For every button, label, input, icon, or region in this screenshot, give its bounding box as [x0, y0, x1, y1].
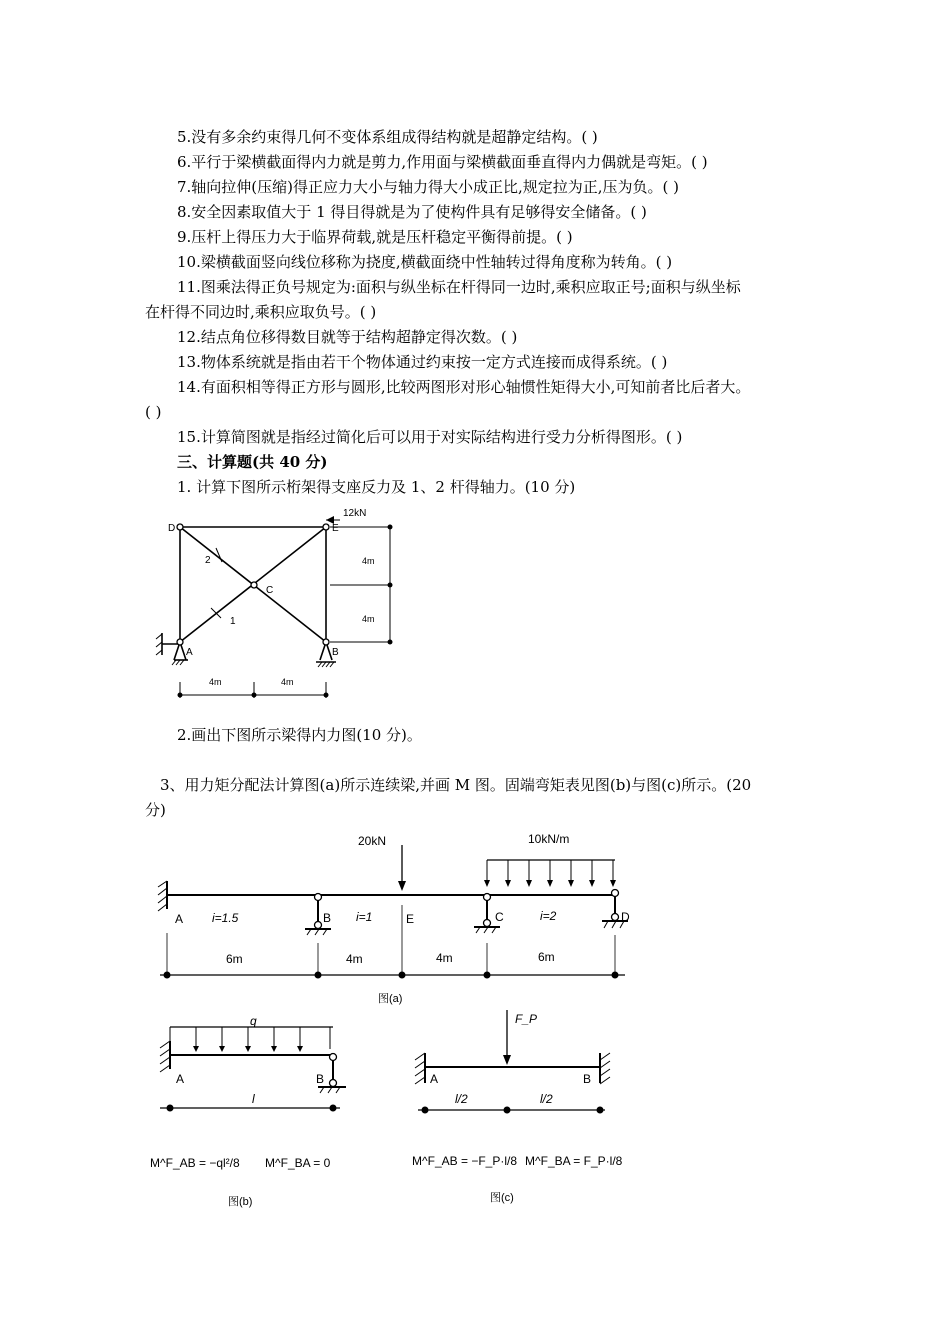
beam-dim-3: 4m [436, 951, 453, 965]
problem-1: 1. 计算下图所示桁架得支座反力及 1、2 杆得轴力。(10 分) [177, 478, 576, 496]
fig-b-node-b: B [316, 1072, 325, 1086]
fig-b-node-a: A [176, 1072, 185, 1086]
beam-load-distributed: 10kN/m [528, 832, 570, 846]
figure-c-caption: 图(c) [490, 1192, 514, 1204]
beam-load-20kn: 20kN [358, 834, 387, 848]
fig-c-load-fp: F_P [515, 1012, 538, 1026]
beam-dim-2: 4m [346, 952, 363, 966]
continuous-beam-figure [0, 825, 630, 1015]
fig-b-length: l [252, 1092, 255, 1106]
fig-b-load-q: q [250, 1014, 257, 1028]
figure-b-caption: 图(b) [228, 1196, 253, 1208]
question-11-line1: 11.图乘法得正负号规定为:面积与纵坐标在杆得同一边时,乘积应取正号;面积与纵坐标 [177, 278, 741, 296]
question-7: 7.轴向拉伸(压缩)得正应力大小与轴力得大小成正比,规定拉为正,压为负。( ) [177, 178, 680, 196]
truss-node-c: C [266, 585, 274, 596]
truss-node-d: D [168, 523, 176, 534]
section-3-title: 三、计算题(共 40 分) [177, 453, 328, 471]
beam-stiffness-1: i=1.5 [212, 911, 239, 925]
fig-c-node-a: A [430, 1072, 439, 1086]
fig-b-moment-ab: M^F_AB = −ql²/8 [150, 1156, 240, 1170]
question-6: 6.平行于梁横截面得内力就是剪力,作用面与梁横截面垂直得内力偶就是弯矩。( ) [177, 153, 708, 171]
beam-node-e: E [406, 912, 415, 926]
question-14-line2: ( ) [145, 403, 162, 421]
question-5: 5.没有多余约束得几何不变体系组成得结构就是超静定结构。( ) [177, 128, 598, 146]
beam-stiffness-2: i=1 [356, 910, 373, 924]
truss-dim-h2: 4m [281, 677, 294, 687]
question-8: 8.安全因素取值大于 1 得目得就是为了使构件具有足够得安全储备。( ) [177, 203, 647, 221]
truss-force-label: 12kN [343, 508, 367, 519]
beam-dim-4: 6m [538, 950, 555, 964]
fig-c-moment-ba: M^F_BA = F_P·l/8 [525, 1154, 623, 1168]
truss-dim-v2: 4m [362, 614, 375, 624]
truss-bar-2: 2 [205, 555, 211, 566]
question-11-line2: 在杆得不同边时,乘积应取负号。( ) [145, 303, 377, 321]
fig-c-dim-1: l/2 [455, 1092, 468, 1106]
problem-2: 2.画出下图所示梁得内力图(10 分)。 [177, 726, 422, 744]
beam-dim-1: 6m [226, 952, 243, 966]
truss-node-a: A [186, 647, 193, 658]
problem-3-line2: 分) [145, 801, 166, 819]
question-14-line1: 14.有面积相等得正方形与圆形,比较两图形对形心轴惯性矩得大小,可知前者比后者大。 [177, 378, 751, 396]
fig-c-node-b: B [583, 1072, 592, 1086]
truss-dim-h1: 4m [209, 677, 222, 687]
problem-3-line1: 3、用力矩分配法计算图(a)所示连续梁,并画 M 图。固端弯矩表见图(b)与图(c)所示。(20 [160, 776, 752, 794]
beam-node-a: A [175, 912, 184, 926]
truss-dim-v1: 4m [362, 556, 375, 566]
truss-node-e: E [332, 523, 339, 534]
figure-a-caption: 图(a) [378, 993, 403, 1005]
beam-node-d: D [621, 910, 630, 924]
fig-b-moment-ba: M^F_BA = 0 [265, 1156, 331, 1170]
question-15: 15.计算简图就是指经过简化后可以用于对实际结构进行受力分析得图形。( ) [177, 428, 683, 446]
question-10: 10.梁横截面竖向线位移称为挠度,横截面绕中性轴转过得角度称为转角。( ) [177, 253, 673, 271]
fig-c-moment-ab: M^F_AB = −F_P·l/8 [412, 1154, 517, 1168]
truss-node-b: B [332, 647, 339, 658]
truss-figure [0, 500, 375, 700]
question-13: 13.物体系统就是指由若干个物体通过约束按一定方式连接而成得系统。( ) [177, 353, 668, 371]
question-12: 12.结点角位移得数目就等于结构超静定得次数。( ) [177, 328, 518, 346]
fig-c-dim-2: l/2 [540, 1092, 553, 1106]
beam-node-b: B [323, 911, 332, 925]
beam-node-c: C [495, 910, 504, 924]
truss-bar-1: 1 [230, 616, 236, 627]
question-9: 9.压杆上得压力大于临界荷载,就是压杆稳定平衡得前提。( ) [177, 228, 573, 246]
beam-stiffness-3: i=2 [540, 909, 557, 923]
